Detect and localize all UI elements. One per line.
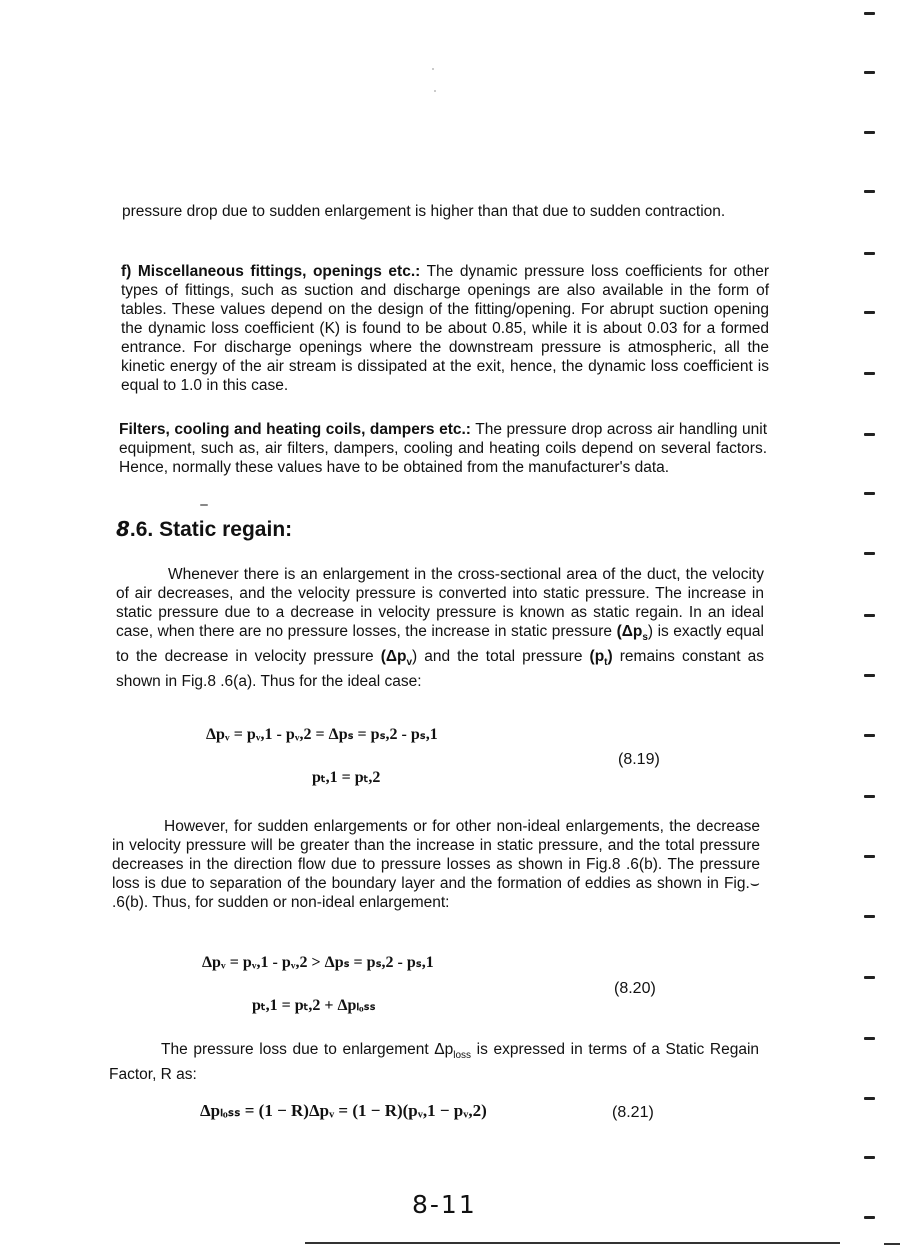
margin-tick	[864, 795, 875, 798]
margin-tick	[864, 190, 875, 193]
paragraph-static-regain-definition: Whenever there is an enlargement in the cross-sectional area of the duct, the velocity of air decreases, and the velocity pressure is converted into static pressure. The increase in static pressure due to a decrease in velocity pressure is known as static regain. In an ideal case, when there are no pressure losses, the increase in static pressure $(\Delta p_s)$ is exactly equal to the decrease in velocity pressure $(\Delta p_v)$ and the total pressure $(p_t)$ remains constant as shown in Fig.8 .6(a). Thus for the ideal case:	[116, 566, 764, 691]
margin-tick	[864, 734, 875, 737]
margin-tick	[864, 552, 875, 555]
section-number: 8	[116, 517, 130, 541]
section-title: .6. Static regain:	[129, 518, 293, 541]
margin-tick	[864, 131, 875, 134]
page-number: 8-11	[412, 1190, 477, 1219]
margin-tick	[864, 1216, 875, 1219]
margin-tick	[864, 855, 875, 858]
paragraph-heading: f) Miscellaneous fittings, openings etc.:	[121, 263, 421, 280]
margin-tick	[864, 976, 875, 979]
footer-rule	[884, 1243, 900, 1245]
margin-tick	[864, 433, 875, 436]
margin-ticks	[862, 0, 882, 1259]
margin-tick	[864, 1037, 875, 1040]
paragraph-miscellaneous-fittings: f) Miscellaneous fittings, openings etc.: The dynamic pressure loss coefficients for other types of fittings, such as suction and discharge openings are also available in the form of tables. These values depend on the design of the fitting/opening. For abrupt suction opening the dynamic loss coefficient (K) is found to be about 0.85, while it is about 0.03 for a formed entrance. For discharge openings where the downstream pressure is atmospheric, all the kinetic energy of the air stream is dissipated at the exit, hence, the dynamic loss coefficient is equal to 1.0 in this case.	[121, 263, 769, 394]
paragraph-sudden-enlargement: pressure drop due to sudden enlargement is higher than that due to sudden contraction.	[122, 203, 726, 220]
margin-tick	[864, 71, 875, 74]
margin-tick	[864, 252, 875, 255]
margin-tick	[864, 1097, 875, 1100]
equation-number-8-21: (8.21)	[612, 1104, 654, 1121]
margin-tick	[864, 372, 875, 375]
margin-tick	[864, 1156, 875, 1159]
paragraph-static-regain-factor: The pressure loss due to enlargement $\Delta p_{loss}$ is expressed in terms of a Static Regain Factor, R as:	[109, 1041, 760, 1084]
equation-8-19-line-1: Δpᵥ = pᵥ,1 - pᵥ,2 = Δpₛ = pₛ,2 - pₛ,1	[206, 726, 438, 743]
equation-8-20-line-2: pₜ,1 = pₜ,2 + Δpₗₒₛₛ	[252, 997, 376, 1014]
equation-number-8-19: (8.19)	[618, 751, 660, 768]
scan-speck	[434, 90, 436, 92]
section-heading-static-regain	[116, 516, 292, 543]
margin-tick	[864, 915, 875, 918]
scan-speck	[200, 504, 208, 506]
paragraph-non-ideal-enlargement: However, for sudden enlargements or for other non-ideal enlargements, the decrease in velocity pressure will be greater than the increase in static pressure, and the total pressure decreases in the direction flow due to pressure losses as shown in Fig.8 .6(b). The pressure loss is due to separation of the boundary layer and the formation of eddies as shown in Fig.⌣ .6(b). Thus, for sudden or non-ideal enlargement:	[112, 818, 760, 911]
equation-8-20-line-1: Δpᵥ = pᵥ,1 - pᵥ,2 > Δpₛ = pₛ,2 - pₛ,1	[202, 954, 434, 971]
paragraph-heading: Filters, cooling and heating coils, dampers etc.:	[119, 421, 471, 438]
margin-tick	[864, 12, 875, 15]
footer-rule	[305, 1242, 840, 1244]
paragraph-filters-coils: Filters, cooling and heating coils, dampers etc.: The pressure drop across air handling unit equipment, such as, air filters, dampers, cooling and heating coils depend on several factors. Hence, normally these values have to be obtained from the manufacturer's data.	[119, 421, 767, 476]
scan-speck	[432, 68, 434, 70]
equation-8-21: Δpₗₒₛₛ = (1 − R)Δpᵥ = (1 − R)(pᵥ,1 − pᵥ,2)	[200, 1101, 487, 1120]
margin-tick	[864, 311, 875, 314]
margin-tick	[864, 614, 875, 617]
equation-number-8-20: (8.20)	[614, 980, 656, 997]
margin-tick	[864, 492, 875, 495]
equation-8-19-line-2: pₜ,1 = pₜ,2	[312, 769, 381, 786]
margin-tick	[864, 674, 875, 677]
